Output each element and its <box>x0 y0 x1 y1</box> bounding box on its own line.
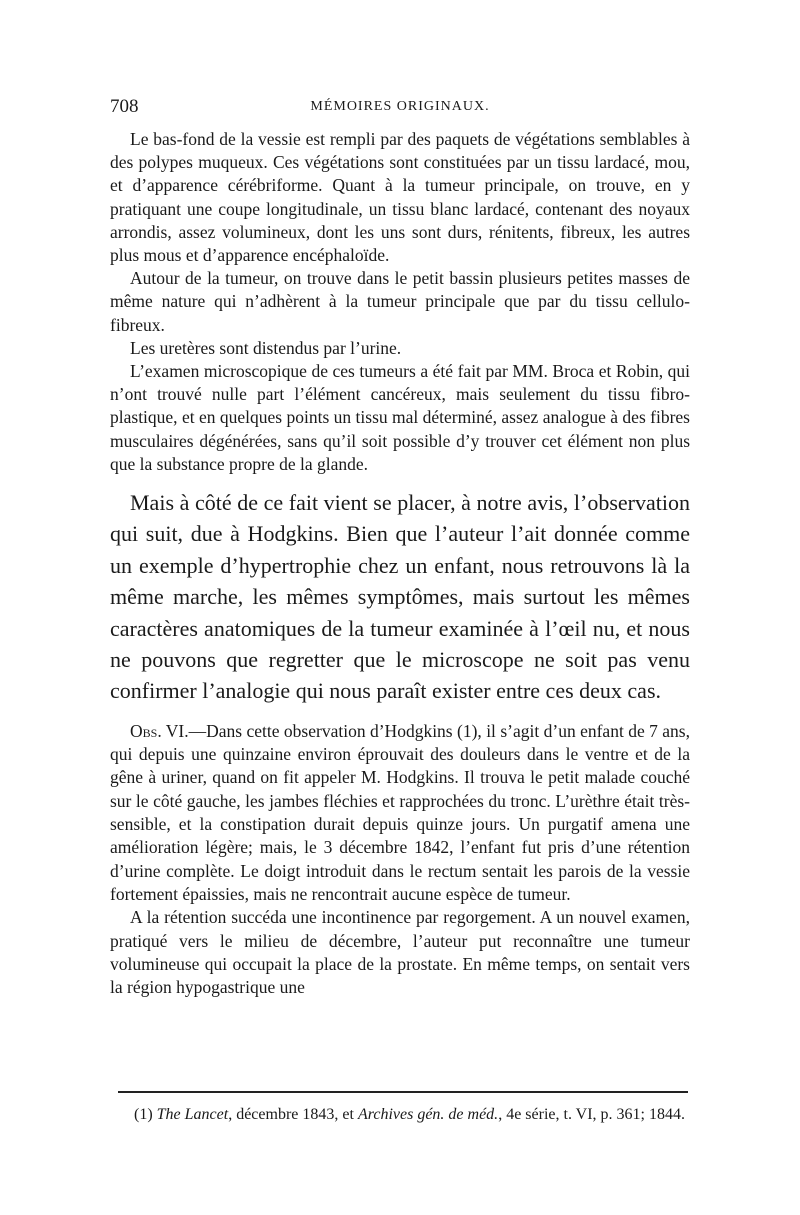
paragraph-vessie: Le bas-fond de la vessie est rempli par des paquets de végétations semblables à des polypes muqueux. Ces végétations sont constituées par un tissu lardacé, mou, et d’apparence cérébriforme. Quant à la tumeur principale, on trouve, en y pratiquant une coupe longitudinale, un tissu blanc lardacé, contenant des noyaux arrondis, assez volumineux, dont les uns sont durs, rénitents, fibreux, les autres plus mous et d’apparence encéphaloïde. <box>110 129 690 266</box>
paragraph-microscope: L’examen microscopique de ces tumeurs a été fait par MM. Broca et Robin, qui n’ont trouvé nulle part l’élément cancéreux, mais seulement du tissu fibro-plastique, et en quelques points un tissu mal déterminé, assez analogue à des fibres musculaires dégénérées, sans qu’il soit possible d’y trouver cet élément non plus que la substance propre de la glande. <box>110 361 690 474</box>
paragraph-tumeur: Autour de la tumeur, on trouve dans le petit bassin plusieurs petites masses de même nature qui n’adhèrent à la tumeur principale que par du tissu cellulo-fibreux. <box>110 268 690 335</box>
footnote-marker: (1) <box>134 1106 153 1123</box>
paragraph-commentary: Mais à côté de ce fait vient se placer, à notre avis, l’observation qui suit, due à Hodgkins. Bien que l’auteur l’ait donnée comme un exemple d’hypertrophie chez un enfant, nous retrouvons là la même marche, les mêmes symptômes, mais surtout les mêmes caractères anatomiques de la tumeur examinée à l’œil nu, et nous ne pouvons que regretter que le microscope ne soit pas venu confirmer l’analogie qui nous paraît exister entre ces deux cas. <box>110 490 690 704</box>
page-header <box>110 96 690 120</box>
page-number: 708 <box>110 96 139 117</box>
autopsy-section <box>110 128 690 476</box>
observation-text: —Dans cette observation d’Hodgkins (1), il s’agit d’un enfant de 7 ans, qui depuis une quinzaine environ éprouvait des douleurs dans le ventre et de la gêne à uriner, quand on fit appeler M. Hodgkins. Il trouva le petit malade couché sur le côté gauche, les jambes fléchies et rapprochées du tronc. L’urèthre était très-sensible, et la constipation durait depuis quinze jours. Un purgatif amena une amélioration légère; mais, le 3 décembre 1842, l’enfant fut pris d’une rétention d’urine complète. Le doigt introduit dans le rectum sentait les parois de la vessie fortement épaissies, mais ne rencontrait aucune espèce de tumeur. <box>110 720 690 904</box>
paragraph-ureteres: Les uretères sont distendus par l’urine. <box>130 337 402 358</box>
page-body <box>110 128 690 999</box>
observation-paragraph <box>110 720 690 906</box>
footnote-end: , 4e série, t. VI, p. 361; 1844. <box>498 1106 685 1123</box>
commentary-section <box>110 487 690 707</box>
observation-label: Obs. VI. <box>130 720 189 741</box>
footnote-divider <box>118 1091 688 1093</box>
running-head: MÉMOIRES ORIGINAUX. <box>310 99 490 114</box>
footnote-journal-archives: Archives gén. de méd. <box>357 1106 499 1123</box>
observation-section <box>110 720 690 1000</box>
footnote-journal-lancet: The Lancet <box>156 1106 229 1123</box>
footnote-middle: , décembre 1843, et <box>228 1106 354 1123</box>
footnote <box>118 1104 688 1126</box>
observation-continuation: A la rétention succéda une incontinence par regorgement. A un nouvel examen, pratiqué vers le milieu de décembre, l’auteur put reconnaître une tumeur volumineuse qui occupait la place de la prostate. En même temps, on sentait vers la région hypogastrique une <box>110 907 690 998</box>
